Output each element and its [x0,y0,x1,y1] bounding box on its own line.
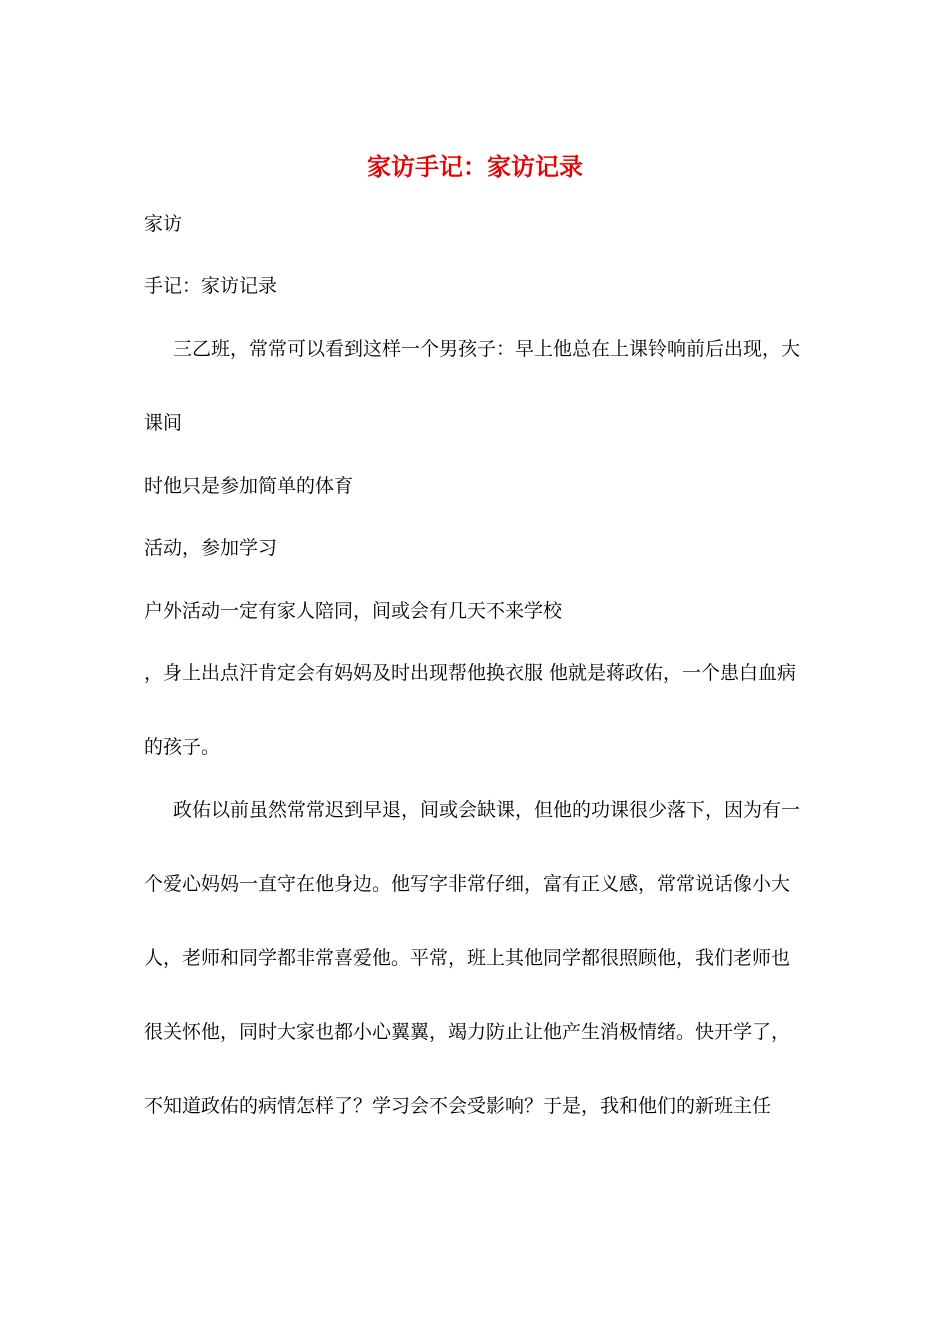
text-line: 家访 [144,213,183,235]
text-line: 个爱心妈妈一直守在他身边。他写字非常仔细，富有正义感，常常说话像小大 [144,873,791,895]
text-line: 人，老师和同学都非常喜爱他。平常，班上其他同学都很照顾他，我们老师也 [144,947,791,969]
document-title: 家访手记：家访记录 [367,152,583,181]
paragraph-first-line: 三乙班，常常可以看到这样一个男孩子：早上他总在上课铃响前后出现，大 [173,338,801,360]
text-line: ，身上出点汗肯定会有妈妈及时出现帮他换衣服 他就是蒋政佑，一个患白血病 [144,662,797,684]
text-line: 的孩子。 [144,736,221,758]
text-line: 户外活动一定有家人陪同，间或会有几天不来学校 [144,600,563,622]
text-line: 时他只是参加简单的体育 [144,475,354,497]
text-line: 手记：家访记录 [144,275,278,297]
paragraph-first-line: 政佑以前虽然常常迟到早退，间或会缺课，但他的功课很少落下，因为有一 [173,799,801,821]
text-line: 很关怀他，同时大家也都小心翼翼，竭力防止让他产生消极情绪。快开学了， [144,1021,791,1043]
text-line: 活动，参加学习 [144,537,278,559]
text-line: 不知道政佑的病情怎样了？学习会不会受影响？于是，我和他们的新班主任 [144,1095,772,1117]
text-line: 课间 [144,412,183,434]
